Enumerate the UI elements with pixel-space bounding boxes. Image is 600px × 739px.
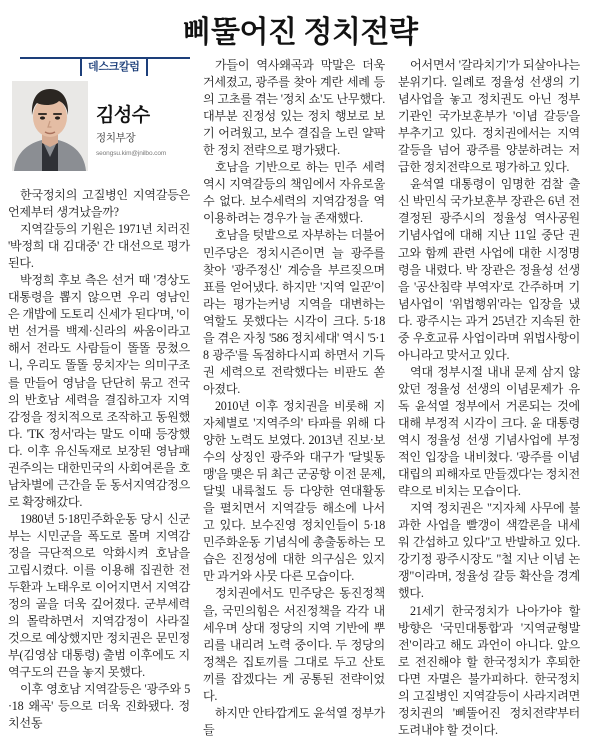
article-paragraph: 하지만 안타깝게도 윤석열 정부가 들: [203, 705, 385, 737]
article-paragraph: 정치권에서도 민주당은 동진정책을, 국민의힘은 서진정책을 각각 내세우며 상대 정당의 지역 기반에 뿌리를 내리려 노력 중이다. 두 정당의 정책은 집토끼를 그대로 두고 산토끼를 잡겠다는 게 공통된 전략이었다.: [203, 586, 385, 703]
article-paragraph: 21세기 한국정치가 나아가야 할 방향은 '국민대통합'과 '지역균형발전'이라고 해도 과언이 아니다. 앞으로 전진해야 할 한국정치가 후퇴한다면 자멸은 불가피하다. 한국정치의 고질병인 지역갈등이 사라지려면 정치권의 '삐뚤어진 정치전략'부터 도려내야 할 것이다.: [398, 603, 580, 737]
column-container: [8, 57, 592, 739]
byline-body: [8, 81, 190, 179]
article-column-3: [398, 57, 580, 739]
author-portrait-photo: [12, 81, 88, 171]
article-paragraph: 역대 정부시절 내내 문제 삼지 않았던 정율성 선생의 이념문제가 유독 윤석열 정부에서 거론되는 것에 대해 부정적 시각이 크다. 윤 대통령 역시 정율성 선생 기념사업에 부정적인 입장을 내비쳤다. '광주를 이념대립의 피해자로 만들겠다'는 정치전략으로 비치는 모습이다.: [398, 364, 580, 499]
article-body: [0, 57, 600, 737]
headline-container: [0, 0, 600, 49]
article-paragraph: 박정희 후보 측은 선거 때 '경상도 대통령을 뽑지 않으면 우리 영남인은 개밥에 도토리 신세가 된다'며, '이번 선거를 백제·신라의 싸움이라고 해서 전라도 사람들이 똘똘 뭉쳤으니, 우리도 똘똘 뭉치자'는 의미구조를 만들어 영남을 단단히 묶고 전국의 반호남 세력을 결집하고자 지역감정을 정치적으로 조작하고 동원했다. 'TK 정서'라는 말도 이때 등장했다. 이후 유신독재로 보장된 영남패권주의는 대한민국의 사회여론을 호남차별에 근간을 둔 동서지역감정으로 확장해갔다.: [8, 273, 190, 509]
byline: [8, 57, 190, 179]
author-job-title: 정치부장: [96, 131, 136, 144]
article-paragraph: 가들이 역사왜곡과 막말은 더욱 거세졌고, 광주를 찾아 계란 세례 등의 고초를 겪는 '정치 쇼'도 난무했다. 대부분 진정성 있는 정치 행보로 보기 어려웠고, 보수 결집을 노린 얄팍한 정치 전략으로 평가됐다.: [203, 58, 385, 158]
article-paragraph: 2010년 이후 정치권을 비롯해 지자체별로 '지역주의' 타파를 위해 다양한 노력도 보였다. 2013년 진보·보수의 상징인 광주와 대구가 '달빛동맹'을 맺은 뒤 최근 군공항 이전 문제, 달빛 내륙철도 등 다양한 연대활동을 펼치면서 지역갈등 해소에 나서고 있다. 보수진영 정치인들이 5·18민주화운동 기념식에 총출동하는 모습은 진정성에 대한 의구심은 있지만 과거와 사뭇 다른 모습이다.: [203, 398, 385, 584]
column-1-paragraphs: [8, 187, 190, 733]
column-kicker-badge: 데스크칼럼: [80, 59, 148, 76]
article-paragraph: 어서면서 '갈라치기'가 되살아나는 분위기다. 일례로 정율성 선생의 기념사업을 놓고 정치권도 아닌 정부기관인 국가보훈부가 '이념 갈등'을 부추기고 있다. 정치권에서는 지역갈등을 넘어 광주를 양분하려는 저급한 정치전략으로 평가하고 있다.: [398, 58, 580, 175]
article-paragraph: 1980년 5·18민주화운동 당시 신군부는 시민군을 폭도로 몰며 지역감정을 극단적으로 악화시켜 호남을 고립시켰다. 이를 이용해 집권한 전두환과 노태우로 이어지면서 지역감정의 골을 더욱 깊어졌다. 군부세력의 몰락하면서 지역감정이 사라질 것으로 예상했지만 정치권은 문민정부(김영삼 대통령) 출범 이후에도 지역구도의 끈을 놓지 못했다.: [8, 511, 190, 680]
author-name: 김성수: [96, 105, 150, 126]
article-column-1: [8, 57, 190, 733]
page-title: 삐뚤어진 정치전략: [182, 16, 418, 49]
article-paragraph: 윤석열 대통령이 임명한 검찰 출신 박민식 국가보훈부 장관은 6년 전 결정된 광주시의 정율성 역사공원 기념사업에 대해 지난 11일 중단 권고와 함께 관련 사업에 대한 시정명령을 내렸다. 박 장관은 정율성 선생을 '공산침략 부역자'로 간주하며 기념사업이 '위법행위'라는 입장을 냈다. 광주시는 과거 25년간 지속된 한중 우호교류 사업이라며 위법사항이 아니라고 맞서고 있다.: [398, 177, 580, 362]
column-2-paragraphs: [203, 57, 385, 739]
byline-text: [96, 105, 190, 157]
article-paragraph: 호남을 기반으로 하는 민주 세력 역시 지역갈등의 책임에서 자유로울 수 없다. 보수세력의 지역감정을 역이용하려는 경우가 늘 존재했다.: [203, 160, 385, 226]
article-paragraph: 지역갈등의 기원은 1971년 치러진 '박정희 대 김대중' 간 대선으로 평가된다.: [8, 222, 190, 271]
article-paragraph: 호남을 텃밭으로 자부하는 더불어민주당은 정치시즌이면 늘 광주를 찾아 '광주정신' 계승을 부르짖으며 표를 얻어냈다. 하지만 '지역 일꾼'이라는 평가는커녕 지역을 대변하는 역할도 못했다는 시각이 크다. 5·18을 겪은 자칭 '586 정치세대' 역시 '5·18 광주'를 독점하다시피 하면서 기득권 세력으로 전락했다는 비판도 쏟아졌다.: [203, 228, 385, 396]
author-email[interactable]: seongsu.kim@jnilbo.com: [96, 149, 167, 157]
column-3-paragraphs: [398, 57, 580, 739]
article-paragraph: 한국정치의 고질병인 지역갈등은 언제부터 생겨났을까?: [8, 188, 190, 220]
article-column-2: [203, 57, 385, 739]
article-paragraph: 이후 영호남 지역갈등은 '광주와 5·18 왜곡' 등으로 더욱 진화됐다. 정치선동: [8, 682, 190, 731]
kicker-row: [8, 57, 190, 77]
article-paragraph: 지역 정치권은 "지자체 사무에 불과한 사업을 빨갱이 색깔론을 내세워 간섭하고 있다"고 반발하고 있다. 강기정 광주시장도 "철 지난 이념 논쟁"이라며, 정율성 갈등 확산을 경계했다.: [398, 501, 580, 601]
